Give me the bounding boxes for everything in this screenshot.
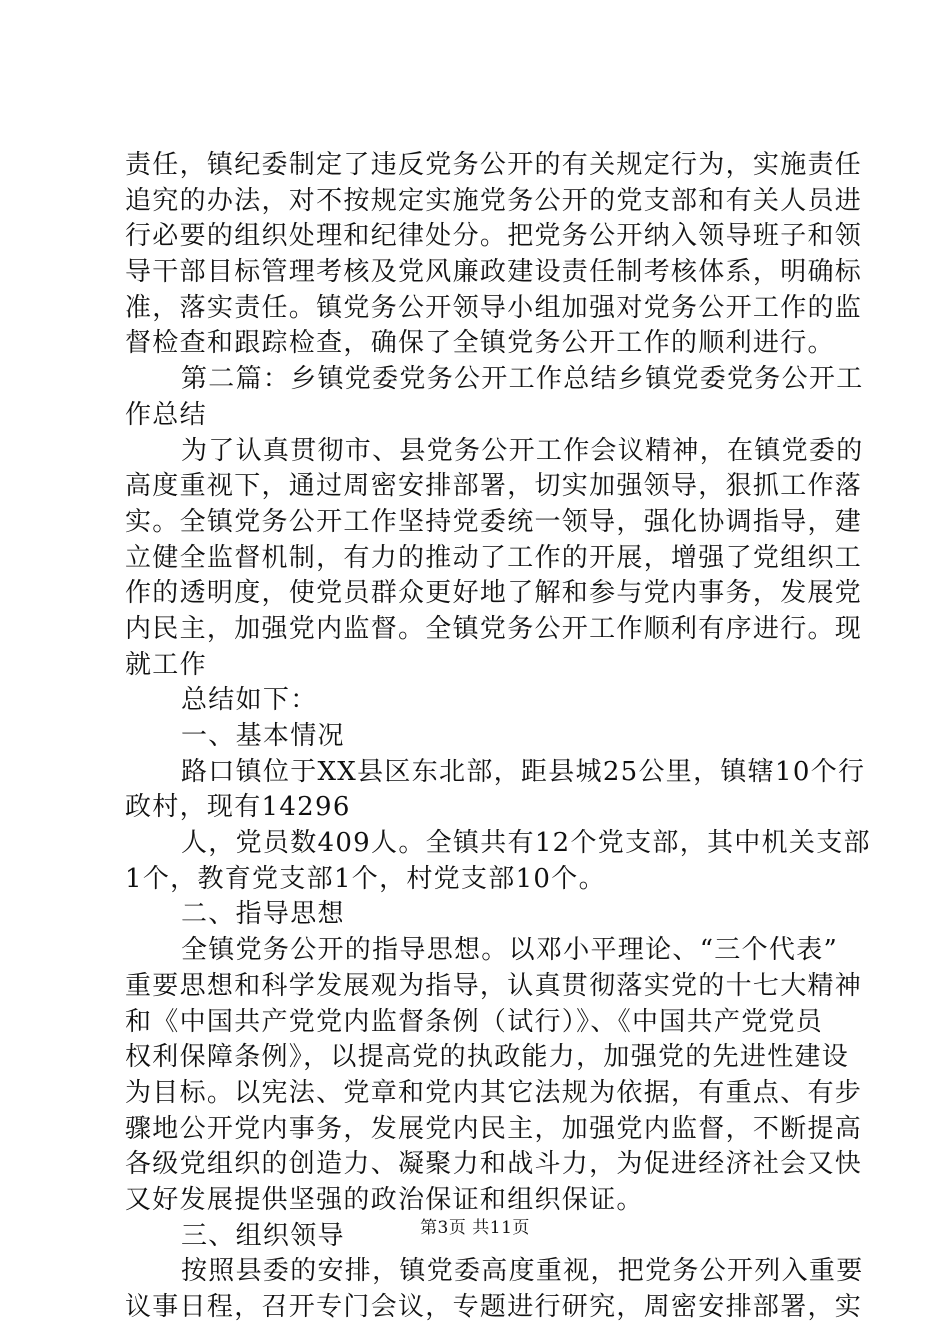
text-line: 二、指导思想 (181, 899, 345, 930)
text-line: 各级党组织的创造力、凝聚力和战斗力，为促进经济社会又快 (125, 1149, 863, 1180)
text-line: 政村，现有14296 (125, 792, 351, 823)
text-line: 实。全镇党务公开工作坚持党委统一领导，强化协调指导，建 (125, 506, 863, 537)
page-number-footer: 第3页 共11页 (420, 1218, 530, 1238)
text-line: 权利保障条例》，以提高党的执政能力，加强党的先进性建设 (125, 1042, 850, 1073)
text-line: 准，落实责任。镇党务公开领导小组加强对党务公开工作的监 (125, 292, 863, 323)
text-line: 按照县委的安排，镇党委高度重视，把党务公开列入重要 (181, 1256, 864, 1287)
text-line: 高度重视下，通过周密安排部署，切实加强领导，狠抓工作落 (125, 471, 863, 502)
text-line: 和《中国共产党党内监督条例（试行）》、《中国共产党党员 (125, 1006, 824, 1037)
text-line: 导干部目标管理考核及党风廉政建设责任制考核体系，明确标 (125, 257, 863, 288)
text-line: 内民主，加强党内监督。全镇党务公开工作顺利有序进行。现 (125, 613, 863, 644)
text-line: 第二篇：乡镇党委党务公开工作总结乡镇党委党务公开工 (181, 364, 864, 395)
text-line: 为目标。以宪法、党章和党内其它法规为依据，有重点、有步 (125, 1077, 863, 1108)
text-line: 总结如下： (181, 685, 318, 716)
text-line: 就工作 (125, 649, 207, 680)
text-line: 作的透明度，使党员群众更好地了解和参与党内事务，发展党 (125, 578, 863, 609)
text-line: 督检查和跟踪检查，确保了全镇党务公开工作的顺利进行。 (125, 328, 835, 359)
text-line: 骤地公开党内事务，发展党内民主，加强党内监督，不断提高 (125, 1113, 863, 1144)
text-line: 1个，教育党支部1个，村党支部10个。 (125, 863, 606, 894)
text-line: 一、基本情况 (181, 721, 345, 751)
text-line: 追究的办法，对不按规定实施党务公开的党支部和有关人员进 (125, 185, 863, 216)
document-body (125, 148, 871, 1326)
text-line: 三、组织领导 (181, 1220, 345, 1251)
text-line: 路口镇位于XX县区东北部，距县城25公里，镇辖10个行 (181, 756, 866, 787)
text-line: 重要思想和科学发展观为指导，认真贯彻落实党的十七大精神 (125, 970, 863, 1001)
text-line: 人，党员数409人。全镇共有12个党支部，其中机关支部 (181, 828, 871, 859)
text-line: 立健全监督机制，有力的推动了工作的开展，增强了党组织工 (125, 542, 863, 573)
text-line: 又好发展提供坚强的政治保证和组织保证。 (125, 1184, 644, 1215)
text-line: 责任，镇纪委制定了违反党务公开的有关规定行为，实施责任 (125, 150, 863, 180)
text-line: 作总结 (125, 399, 207, 430)
text-line: 为了认真贯彻市、县党务公开工作会议精神，在镇党委的 (181, 435, 864, 466)
text-line: 行必要的组织处理和纪律处分。把党务公开纳入领导班子和领 (125, 221, 863, 252)
text-line: 议事日程，召开专门会议，专题进行研究，周密安排部署，实 (125, 1292, 863, 1322)
text-line: 全镇党务公开的指导思想。以邓小平理论、“三个代表” (181, 935, 839, 966)
